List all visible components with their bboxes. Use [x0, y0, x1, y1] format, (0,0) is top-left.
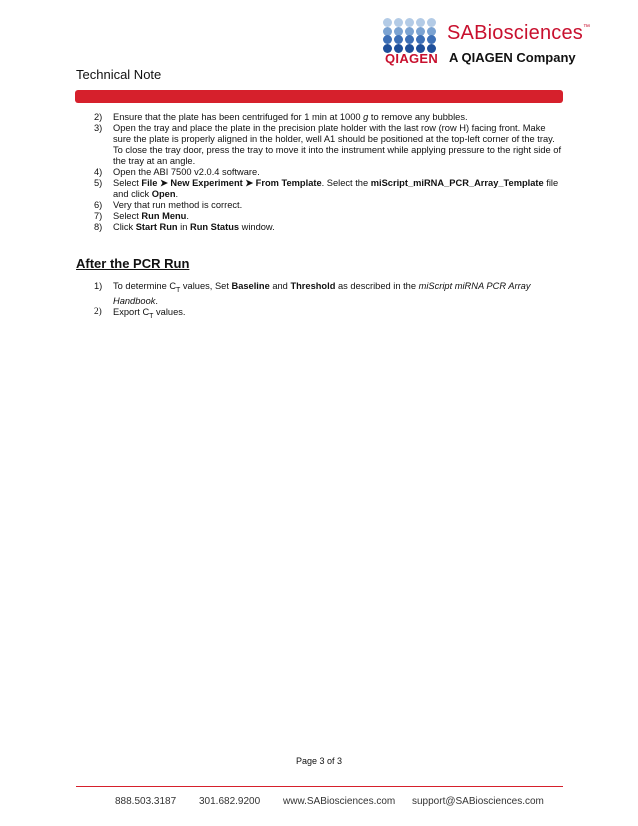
step-text: Open the tray and place the plate in the precision plate holder with the last row (row H) facing front. Make sure the plate is properly aligned in the holder, well A1 should be positioned at the top-left corner of the tray. To close the tray door, press the tray to move it into the instrument while applying pressure to the right side of the tray at an angle.: [113, 123, 562, 166]
step-text: File ➤ New Experiment ➤ From Template: [141, 178, 322, 188]
step-text: Click: [113, 222, 136, 232]
step-text: Export C: [113, 306, 150, 317]
document-body: [76, 112, 566, 322]
logo-dot: [427, 35, 436, 44]
step-text: .: [155, 295, 158, 306]
step-text: g: [363, 112, 369, 122]
step-item: [76, 307, 566, 322]
footer-email-link[interactable]: support@SABiosciences.com: [412, 796, 544, 807]
brand-biosciences: Biosciences: [474, 22, 584, 44]
logo-dot: [394, 35, 403, 44]
step-text: . Select the: [321, 178, 371, 188]
step-text: Select: [113, 178, 142, 188]
logo-dot: [383, 35, 392, 44]
step-text: miScript miRNA PCR Array Handbook: [113, 281, 531, 306]
step-number: 4): [94, 167, 103, 177]
procedure-steps-list: [76, 112, 566, 233]
step-text: .: [175, 189, 179, 199]
step-text: T: [176, 286, 181, 294]
step-text: Open: [151, 189, 176, 199]
step-text: Run Status: [189, 222, 240, 232]
step-text: values.: [153, 306, 186, 317]
step-text: Select: [113, 211, 142, 221]
step-item: [76, 222, 566, 233]
logo-dot: [383, 18, 392, 27]
step-text: Open the ABI 7500 v2.0.4 software.: [113, 167, 260, 177]
step-text: miScript_miRNA_PCR_Array_Template: [370, 178, 544, 188]
step-item: [76, 200, 566, 211]
footer-divider: [76, 786, 563, 787]
logo-dot: [394, 18, 403, 27]
logo-dot: [416, 35, 425, 44]
step-text: to remove any bubbles.: [368, 112, 468, 122]
header-divider-bar: [75, 90, 563, 103]
step-text: in: [177, 222, 190, 232]
logo-dot: [427, 18, 436, 27]
step-item: [76, 123, 566, 167]
step-text: T: [149, 312, 154, 320]
step-text: To determine C: [113, 281, 177, 291]
brand-qiagen: QIAGEN: [385, 51, 439, 66]
step-number: 8): [94, 222, 103, 232]
after-pcr-steps-list: [76, 281, 566, 322]
brand-sa: SA: [447, 22, 475, 44]
footer-phone-2: 301.682.9200: [199, 796, 261, 807]
brand-trademark: ™: [583, 24, 591, 31]
step-number: 5): [94, 178, 103, 188]
step-text: as described in the: [335, 281, 419, 291]
step-number: 2): [94, 112, 103, 122]
step-item: [76, 167, 566, 178]
step-text: window.: [239, 222, 275, 232]
step-item: [76, 281, 566, 307]
step-number: 3): [94, 123, 103, 133]
step-text: Ensure that the plate has been centrifuged for 1 min at 1000: [113, 112, 364, 122]
step-text: Start Run: [135, 222, 178, 232]
step-text: values, Set: [180, 281, 232, 291]
step-number: 2): [94, 306, 102, 317]
step-item: [76, 211, 566, 222]
step-text: file and click: [113, 178, 559, 199]
logo-dot: [405, 18, 414, 27]
step-text: and: [269, 281, 291, 291]
step-number: 1): [94, 281, 103, 291]
step-item: [76, 178, 566, 200]
step-text: Very that run method is correct.: [113, 200, 243, 210]
page-number: Page 3 of 3: [295, 756, 343, 766]
step-item: [76, 112, 566, 123]
page-title: Technical Note: [76, 67, 162, 82]
logo-dot: [416, 18, 425, 27]
step-text: Threshold: [290, 281, 336, 291]
brand-company: A QIAGEN Company: [449, 50, 576, 65]
step-number: 7): [94, 211, 103, 221]
logo-dot: [405, 35, 414, 44]
footer-website-link[interactable]: www.SABiosciences.com: [283, 796, 396, 807]
step-number: 6): [94, 200, 103, 210]
brand-logo-name: [447, 22, 590, 45]
section-heading-after-pcr: After the PCR Run: [76, 256, 190, 271]
step-text: .: [186, 211, 189, 221]
step-text: Baseline: [231, 281, 270, 291]
step-text: Run Menu: [141, 211, 187, 221]
footer-phone-1: 888.503.3187: [115, 796, 177, 807]
